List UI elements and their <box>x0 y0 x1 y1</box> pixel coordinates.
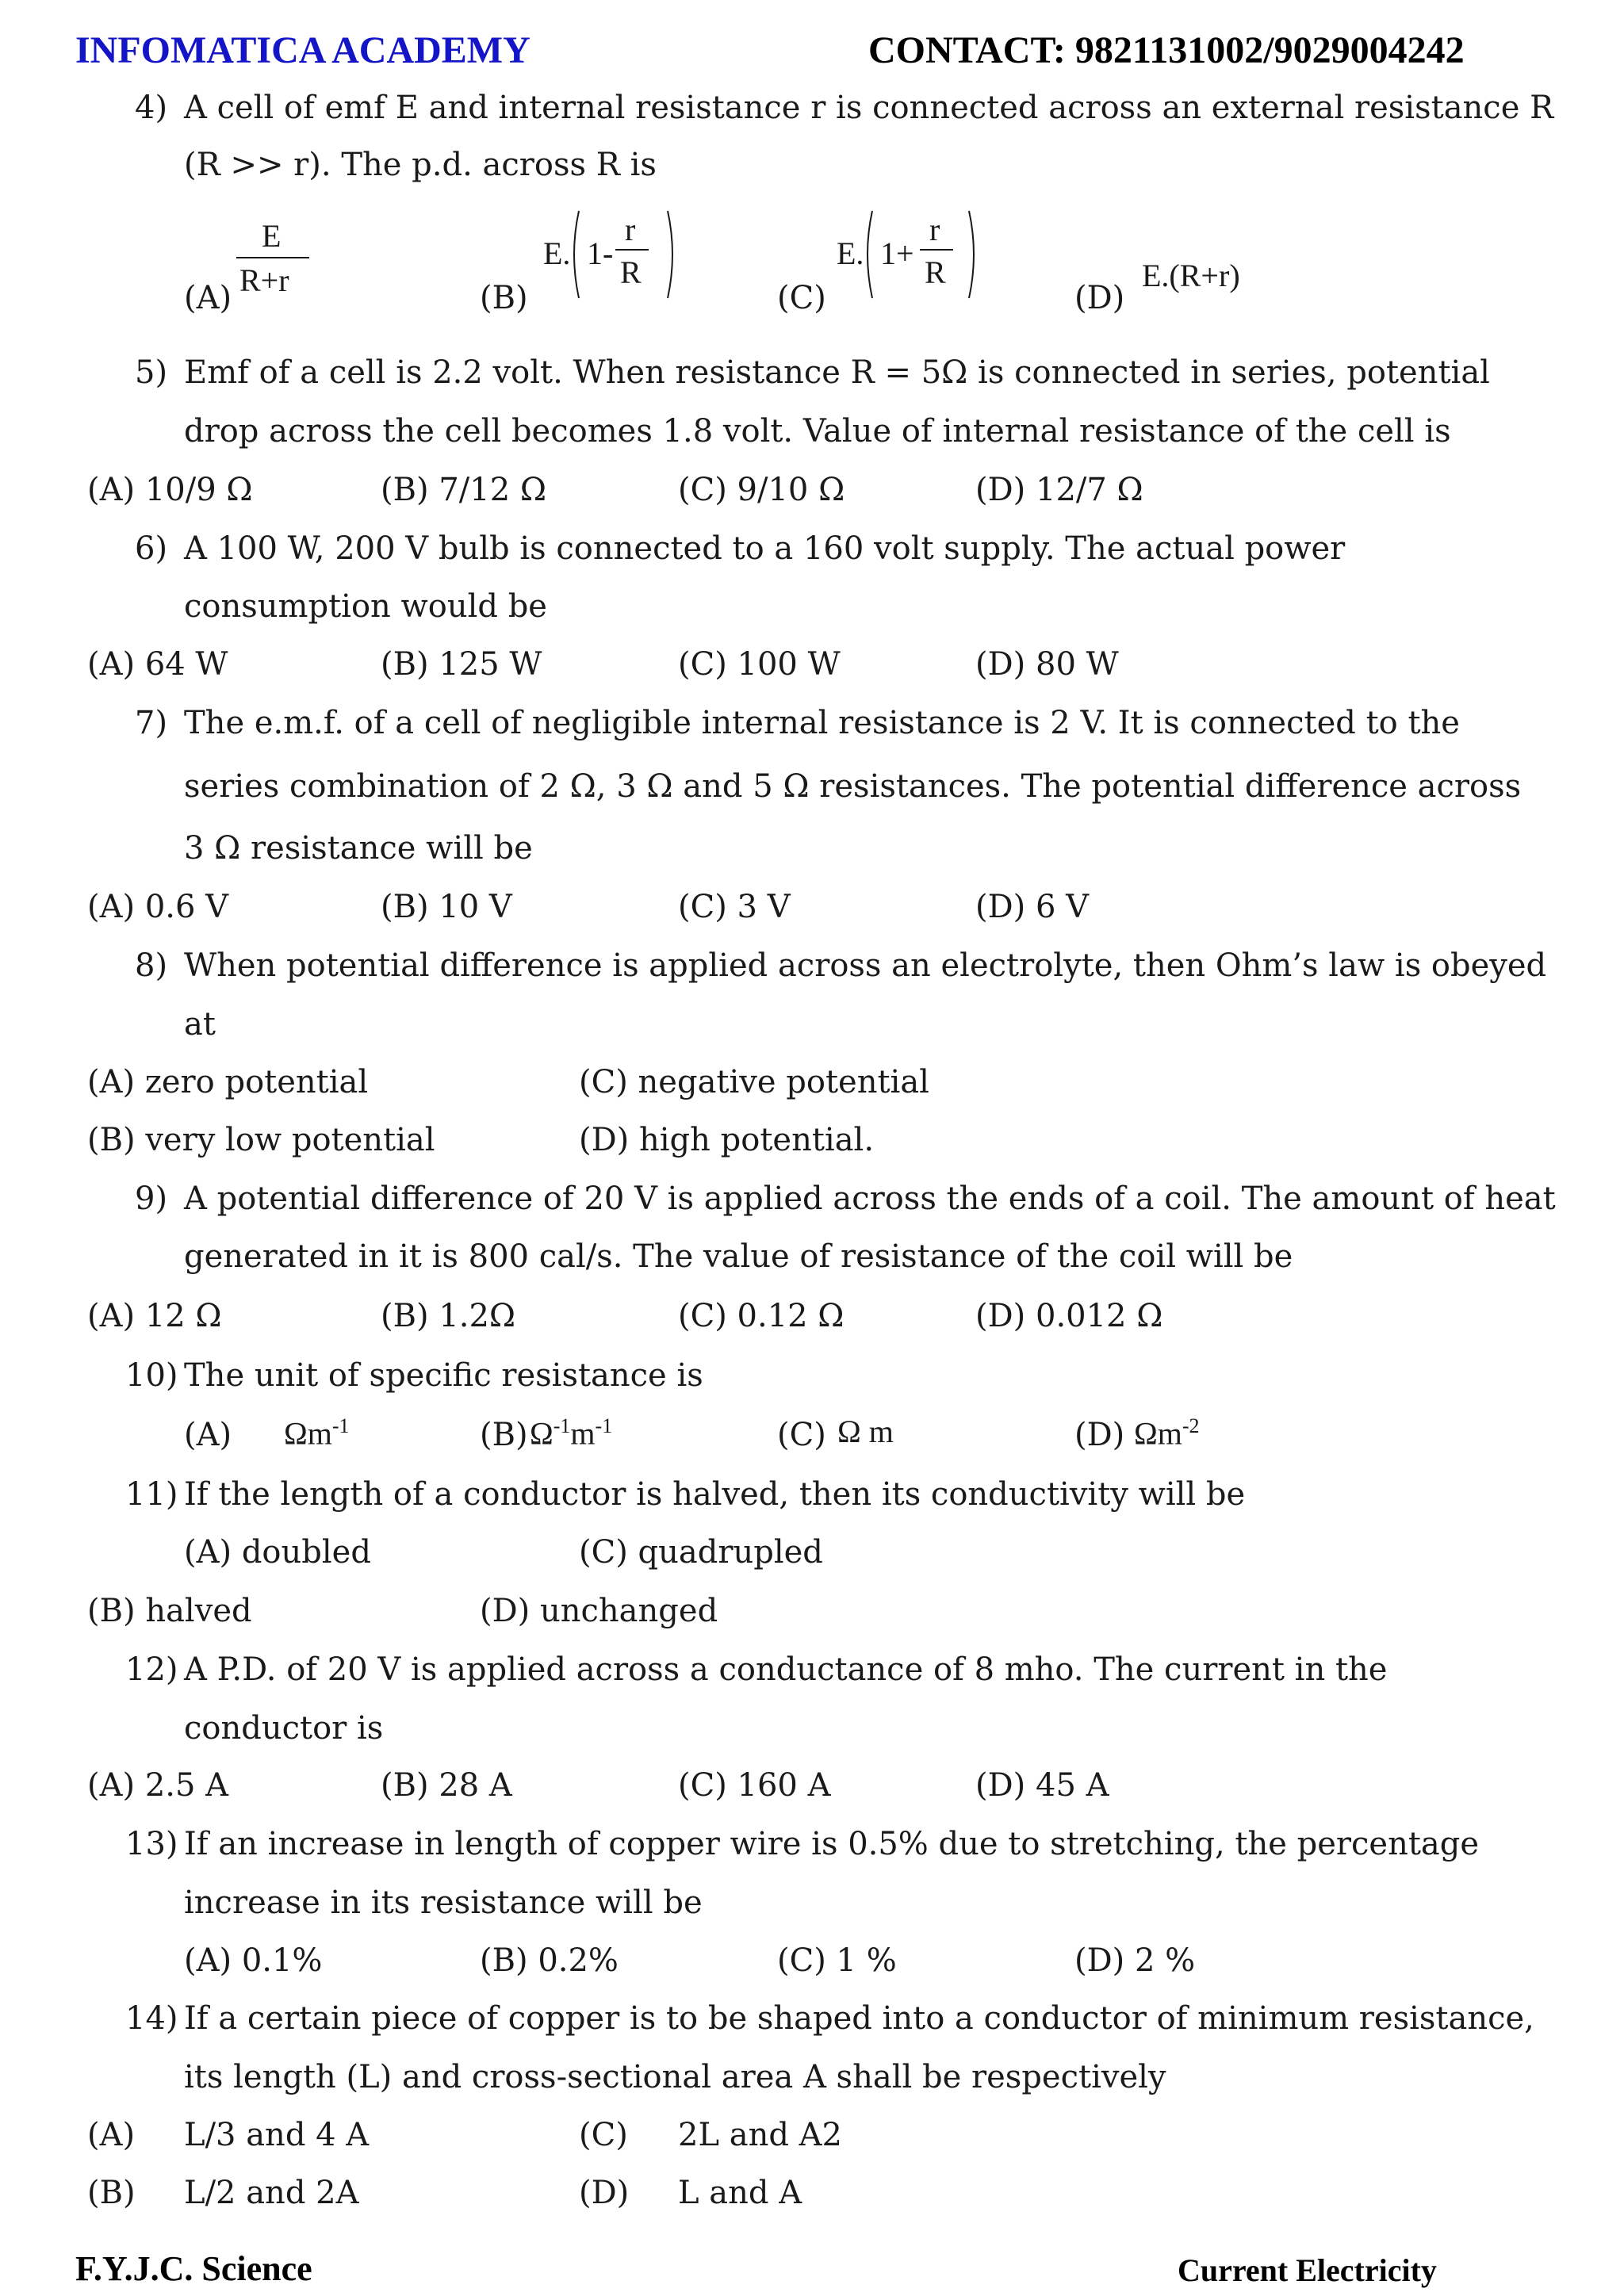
option-label: (D) <box>579 2175 630 2211</box>
question-text-line: conductor is <box>184 1710 384 1747</box>
option-label: (C) <box>579 2117 628 2153</box>
fraction-denominator: R <box>925 254 946 290</box>
option-d: (D) 6 V <box>975 889 1090 925</box>
ohm-symbol: Ω <box>837 1414 861 1449</box>
question-text-line: A potential difference of 20 V is applied across the ends of a coil. The amount of heat <box>184 1181 1556 1217</box>
question-text-line: A 100 W, 200 V bulb is connected to a 160 volt supply. The actual power <box>184 530 1346 567</box>
fraction-bar <box>920 249 953 251</box>
question-text-line: 3 Ω resistance will be <box>184 830 533 867</box>
option-a: (A) 64 W <box>87 646 228 683</box>
unit-exponent: -1 <box>595 1414 613 1437</box>
option-a: (A) 2.5 A <box>87 1767 229 1804</box>
option-c: (C) 100 W <box>678 646 841 683</box>
unit-symbol <box>1134 1414 1200 1452</box>
option-a: (A) doubled <box>184 1534 371 1571</box>
question-text-line: The e.m.f. of a cell of negligible internal resistance is 2 V. It is connected to the <box>184 705 1460 741</box>
question-text-line: When potential difference is applied across an electrolyte, then Ohm’s law is obeyed <box>184 947 1547 984</box>
option-d: (D) 0.012 Ω <box>975 1298 1163 1334</box>
question-text-line: drop across the cell becomes 1.8 volt. Value of internal resistance of the cell is <box>184 413 1451 450</box>
ohm-symbol: Ω <box>530 1415 553 1452</box>
option-b: (B) 0.2% <box>480 1942 619 1979</box>
question-text-line: Emf of a cell is 2.2 volt. When resistance R = 5Ω is connected in series, potential <box>184 354 1490 391</box>
option-c: (C) 0.12 Ω <box>678 1298 845 1334</box>
option-c: (C) 9/10 Ω <box>678 472 845 508</box>
option-b: (B) 1.2Ω <box>381 1298 516 1334</box>
question-text-line: A P.D. of 20 V is applied across a conductance of 8 mho. The current in the <box>184 1651 1388 1688</box>
question-number: 13) <box>125 1826 178 1862</box>
option-c: (C) 3 V <box>678 889 791 925</box>
question-text-line: (R >> r). The p.d. across R is <box>184 147 657 183</box>
option-c: (C) quadrupled <box>579 1534 823 1571</box>
option-c: (C) 160 A <box>678 1767 831 1804</box>
question-text-line: at <box>184 1006 216 1043</box>
unit-symbol <box>284 1414 350 1452</box>
fraction-numerator: E <box>262 218 282 254</box>
question-number: 7) <box>135 705 168 741</box>
unit-symbol <box>837 1416 894 1448</box>
question-text-line: its length (L) and cross-sectional area A shall be respectively <box>184 2059 1166 2095</box>
option-a: (A) zero potential <box>87 1064 369 1100</box>
institute-name: INFOMATICA ACADEMY <box>75 29 530 71</box>
question-text-line: series combination of 2 Ω, 3 Ω and 5 Ω resistances. The potential difference across <box>184 768 1522 805</box>
unit-exponent: -2 <box>1182 1414 1200 1437</box>
option-d: (D) high potential. <box>579 1122 875 1158</box>
question-number: 6) <box>135 530 168 567</box>
option-b: (B) 28 A <box>381 1767 512 1804</box>
option-label: (B) <box>480 1417 528 1453</box>
ohm-symbol: Ω <box>284 1415 308 1452</box>
fraction-denominator: R <box>620 254 642 290</box>
option-c-text: 2L and A2 <box>678 2117 842 2153</box>
question-text-line: The unit of specific resistance is <box>184 1357 703 1394</box>
question-text-line: If the length of a conductor is halved, then its conductivity will be <box>184 1476 1246 1513</box>
option-label: (C) <box>777 280 826 316</box>
unit-exponent: -1 <box>553 1414 571 1437</box>
option-c: (C) 1 % <box>777 1942 897 1979</box>
fraction-denominator: R+r <box>239 262 289 298</box>
question-number: 12) <box>125 1651 178 1688</box>
question-text-line: generated in it is 800 cal/s. The value of resistance of the coil will be <box>184 1238 1293 1275</box>
option-a: (A) 0.1% <box>184 1942 323 1979</box>
option-b: (B) 7/12 Ω <box>381 472 547 508</box>
option-inner: 1+ <box>880 235 914 271</box>
question-number: 9) <box>135 1181 168 1217</box>
question-text-line: increase in its resistance will be <box>184 1885 703 1921</box>
unit-letter: m <box>868 1414 894 1449</box>
option-d: (D) unchanged <box>480 1593 718 1629</box>
option-d: (D) 80 W <box>975 646 1119 683</box>
fraction-bar <box>236 257 309 258</box>
question-number: 10) <box>125 1357 178 1394</box>
parentheses-icon <box>861 208 980 301</box>
option-b-text: L/2 and 2A <box>184 2175 359 2211</box>
question-text-line: If a certain piece of copper is to be shaped into a conductor of minimum resistance, <box>184 2000 1534 2037</box>
option-label: (A) <box>87 2117 136 2153</box>
option-label: (A) <box>184 1417 232 1453</box>
question-text-line: consumption would be <box>184 588 547 625</box>
fraction-numerator: r <box>625 212 636 247</box>
option-d: (D) 2 % <box>1074 1942 1196 1979</box>
unit-exponent: -1 <box>331 1414 350 1437</box>
option-b: (B) halved <box>87 1593 252 1629</box>
question-text-line: If an increase in length of copper wire is 0.5% due to stretching, the percentage <box>184 1826 1480 1862</box>
unit-symbol <box>530 1414 613 1452</box>
option-label: (A) <box>184 280 232 316</box>
option-a: (A) 10/9 Ω <box>87 472 253 508</box>
option-prefix: E. <box>837 235 864 271</box>
option-prefix: E. <box>543 235 571 271</box>
option-a-text: L/3 and 4 A <box>184 2117 370 2153</box>
option-b: (B) 125 W <box>381 646 542 683</box>
question-number: 4) <box>135 90 168 126</box>
option-label: (D) <box>1074 1417 1125 1453</box>
footer-course: F.Y.J.C. Science <box>75 2249 312 2288</box>
option-label: (C) <box>777 1417 826 1453</box>
question-number: 5) <box>135 354 168 391</box>
unit-letter: m <box>307 1415 332 1452</box>
option-formula: E.(R+r) <box>1142 258 1240 293</box>
option-label: (B) <box>87 2175 136 2211</box>
option-a: (A) 0.6 V <box>87 889 229 925</box>
option-b: (B) very low potential <box>87 1122 435 1158</box>
fraction-bar <box>615 249 649 251</box>
option-d-text: L and A <box>678 2175 802 2211</box>
question-text-line: A cell of emf E and internal resistance r is connected across an external resistance R <box>184 90 1554 126</box>
question-number: 14) <box>125 2000 178 2037</box>
option-d: (D) 45 A <box>975 1767 1109 1804</box>
option-b: (B) 10 V <box>381 889 512 925</box>
option-c: (C) negative potential <box>579 1064 929 1100</box>
option-inner: 1- <box>587 235 614 271</box>
option-label: (D) <box>1074 280 1125 316</box>
fraction-numerator: r <box>929 212 940 247</box>
question-number: 8) <box>135 947 168 984</box>
contact-info: CONTACT: 9821131002/9029004242 <box>868 29 1465 71</box>
option-a: (A) 12 Ω <box>87 1298 222 1334</box>
option-d: (D) 12/7 Ω <box>975 472 1143 508</box>
option-label: (B) <box>480 280 528 316</box>
unit-letter: m <box>1157 1415 1182 1452</box>
footer-chapter: Current Electricity <box>1178 2252 1437 2288</box>
ohm-symbol: Ω <box>1134 1415 1158 1452</box>
question-number: 11) <box>125 1476 178 1513</box>
unit-letter: m <box>570 1415 596 1452</box>
